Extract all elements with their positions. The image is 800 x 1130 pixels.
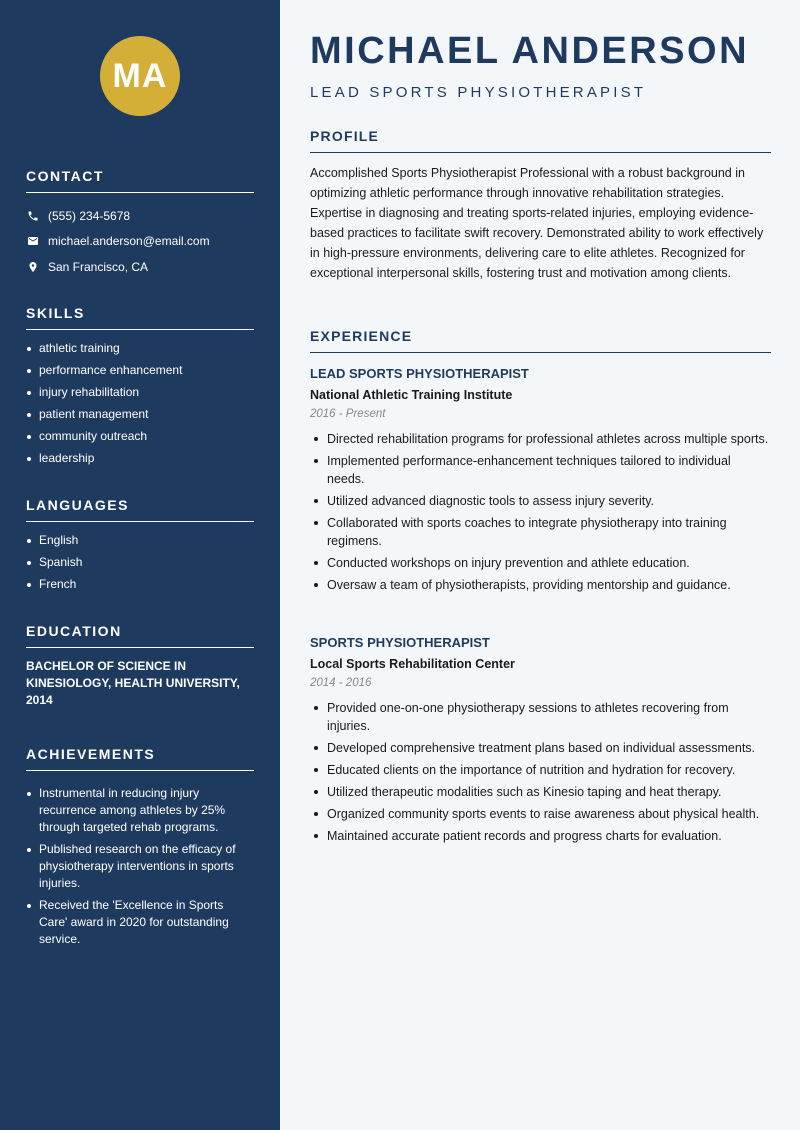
- job-bullet: Implemented performance-enhancement techniques tailored to individual needs.: [310, 452, 771, 488]
- contact-email: [26, 229, 254, 255]
- skill-item: athletic training: [26, 340, 254, 357]
- job-bullet: Directed rehabilitation programs for professional athletes across multiple sports.: [310, 430, 771, 448]
- job-bullet: Utilized therapeutic modalities such as Kinesio taping and heat therapy.: [310, 783, 771, 801]
- contact-phone: [26, 203, 254, 229]
- job-bullets: [310, 430, 771, 594]
- language-item: French: [26, 576, 254, 593]
- contact-heading: CONTACT: [26, 168, 254, 193]
- email-icon: [26, 234, 40, 248]
- candidate-title: LEAD SPORTS PHYSIOTHERAPIST: [310, 84, 647, 101]
- skill-item: performance enhancement: [26, 362, 254, 379]
- experience-heading: EXPERIENCE: [310, 328, 771, 353]
- job-dates: 2016 - Present: [310, 408, 386, 420]
- experience-section: [310, 328, 771, 363]
- job-bullets: [310, 699, 771, 845]
- job-title: SPORTS PHYSIOTHERAPIST: [310, 635, 490, 650]
- languages-heading: LANGUAGES: [26, 497, 254, 522]
- education-section: [26, 623, 254, 709]
- achievements-list: [26, 785, 254, 948]
- skills-heading: SKILLS: [26, 305, 254, 330]
- skills-section: [26, 305, 254, 472]
- skills-list: [26, 340, 254, 467]
- education-degree: BACHELOR OF SCIENCE IN KINESIOLOGY, HEALTH UNIVERSITY, 2014: [26, 659, 240, 707]
- location-icon: [26, 260, 40, 274]
- job-bullet: Oversaw a team of physiotherapists, providing mentorship and guidance.: [310, 576, 771, 594]
- phone-text: (555) 234-5678: [48, 208, 131, 223]
- languages-section: [26, 497, 254, 598]
- job-bullet: Utilized advanced diagnostic tools to assess injury severity.: [310, 492, 771, 510]
- profile-section: [310, 128, 771, 283]
- sidebar: [0, 0, 280, 1130]
- achievements-heading: ACHIEVEMENTS: [26, 746, 254, 771]
- job-company: National Athletic Training Institute: [310, 388, 513, 402]
- job-entry: [310, 635, 771, 849]
- job-entry: [310, 366, 771, 598]
- candidate-name: MICHAEL ANDERSON: [310, 30, 750, 72]
- profile-heading: PROFILE: [310, 128, 771, 153]
- education-heading: EDUCATION: [26, 623, 254, 648]
- contact-section: [26, 168, 254, 280]
- language-item: Spanish: [26, 554, 254, 571]
- phone-icon: [26, 209, 40, 223]
- skill-item: injury rehabilitation: [26, 384, 254, 401]
- contact-location: [26, 254, 254, 280]
- job-bullet: Conducted workshops on injury prevention and athlete education.: [310, 554, 771, 572]
- email-text: michael.anderson@email.com: [48, 234, 210, 249]
- job-company: Local Sports Rehabilitation Center: [310, 657, 515, 671]
- job-bullet: Developed comprehensive treatment plans based on individual assessments.: [310, 739, 771, 757]
- job-title: LEAD SPORTS PHYSIOTHERAPIST: [310, 366, 529, 381]
- avatar-initials: MA: [100, 36, 180, 116]
- job-dates: 2014 - 2016: [310, 677, 372, 689]
- job-bullet: Collaborated with sports coaches to integrate physiotherapy into training regimens.: [310, 514, 771, 550]
- location-text: San Francisco, CA: [48, 259, 149, 274]
- achievement-item: Instrumental in reducing injury recurrence among athletes by 25% through targeted rehab programs.: [26, 785, 254, 836]
- achievements-section: [26, 746, 254, 953]
- job-bullet: Maintained accurate patient records and progress charts for evaluation.: [310, 827, 771, 845]
- achievement-item: Received the 'Excellence in Sports Care' award in 2020 for outstanding service.: [26, 897, 254, 948]
- profile-text: Accomplished Sports Physiotherapist Professional with a robust background in optimizing athletic performance through innovative rehabilitation strategies. Expertise in diagnosing and treating sports-related injuries, employing evidence-based practices to facilitate swift recovery. Demonstrated ability to work effectively in high-pressure environments, delivering care to elite athletes. Recognized for exceptional interpersonal skills, fostering trust and motivation among clients.: [310, 166, 764, 280]
- achievement-item: Published research on the efficacy of physiotherapy interventions in sports injuries.: [26, 841, 254, 892]
- job-bullet: Provided one-on-one physiotherapy sessions to athletes recovering from injuries.: [310, 699, 771, 735]
- languages-list: [26, 532, 254, 593]
- skill-item: patient management: [26, 406, 254, 423]
- language-item: English: [26, 532, 254, 549]
- skill-item: community outreach: [26, 428, 254, 445]
- skill-item: leadership: [26, 450, 254, 467]
- job-bullet: Educated clients on the importance of nutrition and hydration for recovery.: [310, 761, 771, 779]
- job-bullet: Organized community sports events to raise awareness about physical health.: [310, 805, 771, 823]
